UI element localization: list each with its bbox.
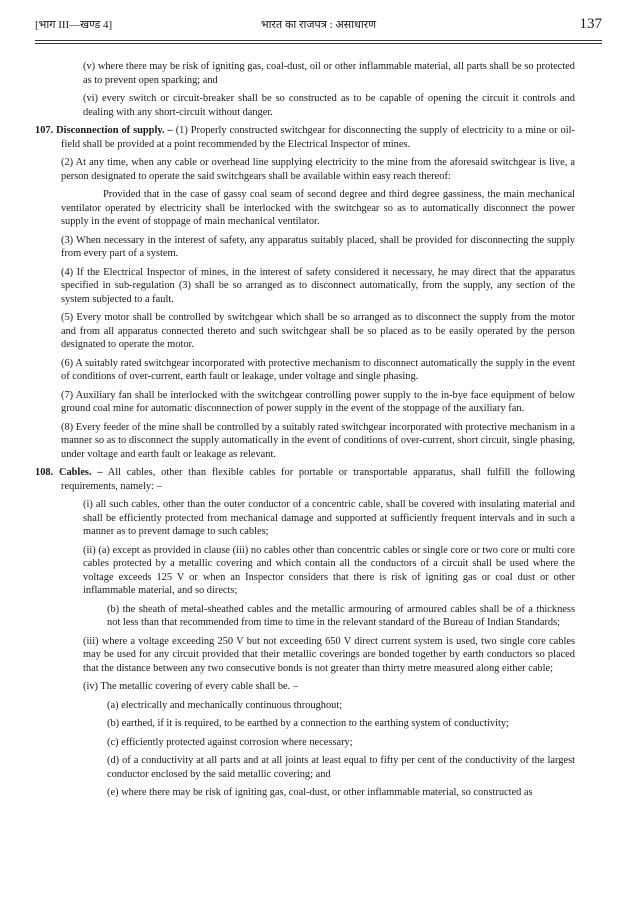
reg-108-iv-a: (a) electrically and mechanically continuous throughout;: [107, 699, 343, 711]
reg-108-iii: (iii) where a voltage exceeding 250 V but not exceeding 650 V direct current system is used, two single core cables may be used for any circuit provided that their metallic coverings are bonded together by earth conductors so placed that the distance between any two consecutive bonds is not greater than thirty metre measured along either cable;: [83, 635, 575, 674]
header-rule-bottom: [35, 43, 602, 44]
reg-107-6: (6) A suitably rated switchgear incorporated with protective mechanism to disconnect automatically the supply in the event of conditions of over-current, earth fault or leakage, under voltage and single phasing.: [61, 357, 575, 382]
reg-107-5: (5) Every motor shall be controlled by switchgear which shall be so arranged as to disconnect the supply from the motor and from all apparatus connected thereto and such switchgear shall be so placed as to be easily operated by the person designated to operate the motor.: [61, 312, 575, 350]
regulation-108-text: All cables, other than flexible cables for portable or transportable apparatus, shall fulfill the following requirements, namely: –: [61, 467, 575, 492]
gazette-title: भारत का राजपत्र : असाधारण: [260, 19, 377, 31]
page-header: [35, 10, 602, 40]
reg-108-iv-e: (e) where there may be risk of igniting gas, coal-dust, or other inflammable material, so constructed as: [107, 787, 533, 798]
reg-108-ii-b: (b) the sheath of metal-sheathed cables and the metallic armouring of armoured cables shall be of a thickness not less than that recommended from time to time in the relevant standard of the Bureau of Indian Standards;: [107, 603, 575, 628]
reg-108-ii-a: (ii) (a) except as provided in clause (iii) no cables other than concentric cables or single core or two core or multi core cables protected by a metallic covering and which contain all the conductors of a circuit shall be used where the voltage exceeds 125 V or when an Inspector considers that there is risk of igniting gas or coal dust or other inflammable material, and so directs;: [83, 544, 575, 596]
reg-107-2: (2) At any time, when any cable or overhead line supplying electricity to the mine from the aforesaid switchgear is live, a person designated to operate the said switchgears shall be available within easy reach thereof:: [61, 157, 575, 182]
regulation-107-heading: Disconnection of supply. –: [56, 125, 173, 136]
part-section-label: [भाग III—खण्ड 4]: [35, 19, 113, 31]
clause-v: (v) where there may be risk of igniting gas, coal-dust, oil or other inflammable material, all parts shall be so protected as to prevent open sparking; and: [83, 61, 575, 86]
reg-107-8: (8) Every feeder of the mine shall be controlled by a suitably rated switchgear incorporated with protective mechanism in a manner so as to disconnect the supply automatically in the event of conditions of over-current, short circuit, single phasing, under voltage and earth fault or leakage as relevant.: [61, 421, 575, 460]
document-body: [35, 60, 575, 805]
reg-107-3: (3) When necessary in the interest of safety, any apparatus suitably placed, shall be provided for disconnecting the supply from every part of a system.: [61, 234, 575, 259]
regulation-108-number: 108.: [35, 467, 54, 478]
reg-107-4: (4) If the Electrical Inspector of mines, in the interest of safety considered it necessary, he may direct that the apparatus specified in sub-regulation (3) shall be so arranged as to disconnect automatically, from the supply, any section of the system subjected to a fault.: [61, 266, 575, 305]
regulation-107: [35, 124, 575, 151]
clause-vi: (vi) every switch or circuit-breaker shall be so constructed as to be capable of opening the circuit it controls and dealing with any short-circuit without danger.: [83, 93, 575, 118]
regulation-107-text: (1) Properly constructed switchgear for disconnecting the supply of electricity to a mine or oil-field shall be provided at a point recommended by the Electrical Inspector of mines.: [61, 125, 575, 150]
reg-108-iv-c: (c) efficiently protected against corrosion where necessary;: [107, 736, 353, 748]
header-rule-top: [35, 40, 602, 41]
regulation-107-number: 107.: [35, 125, 54, 136]
reg-107-7: (7) Auxiliary fan shall be interlocked with the switchgear controlling power supply to the in-bye face equipment of below ground coal mine for automatic disconnection of power supply in the event of the stoppage of the auxiliary fan.: [61, 389, 575, 414]
reg-107-proviso: Provided that in the case of gassy coal seam of second degree and third degree gassiness, the main mechanical ventilator operated by electricity shall be interlocked with the switchgear so as to automatically disconnect the power supply in the event of stoppage of main mechanical ventilator.: [61, 189, 575, 227]
reg-108-i: (i) all such cables, other than the outer conductor of a concentric cable, shall be covered with insulating material and shall be efficiently protected from mechanical damage and supported at sufficiently frequent intervals and in such a manner as to prevent damage to such cables;: [83, 499, 575, 537]
reg-108-iv: (iv) The metallic covering of every cable shall be. –: [83, 681, 299, 692]
reg-108-iv-b: (b) earthed, if it is required, to be earthed by a connection to the earthing system of conductivity;: [107, 718, 509, 729]
regulation-108-heading: Cables. –: [58, 467, 103, 478]
page-number: 137: [579, 16, 602, 32]
regulation-108: [35, 466, 575, 493]
reg-108-iv-d: (d) of a conductivity at all parts and at all joints at least equal to fifty per cent of the conductivity of the largest conductor enclosed by the said metallic covering; and: [107, 755, 575, 780]
